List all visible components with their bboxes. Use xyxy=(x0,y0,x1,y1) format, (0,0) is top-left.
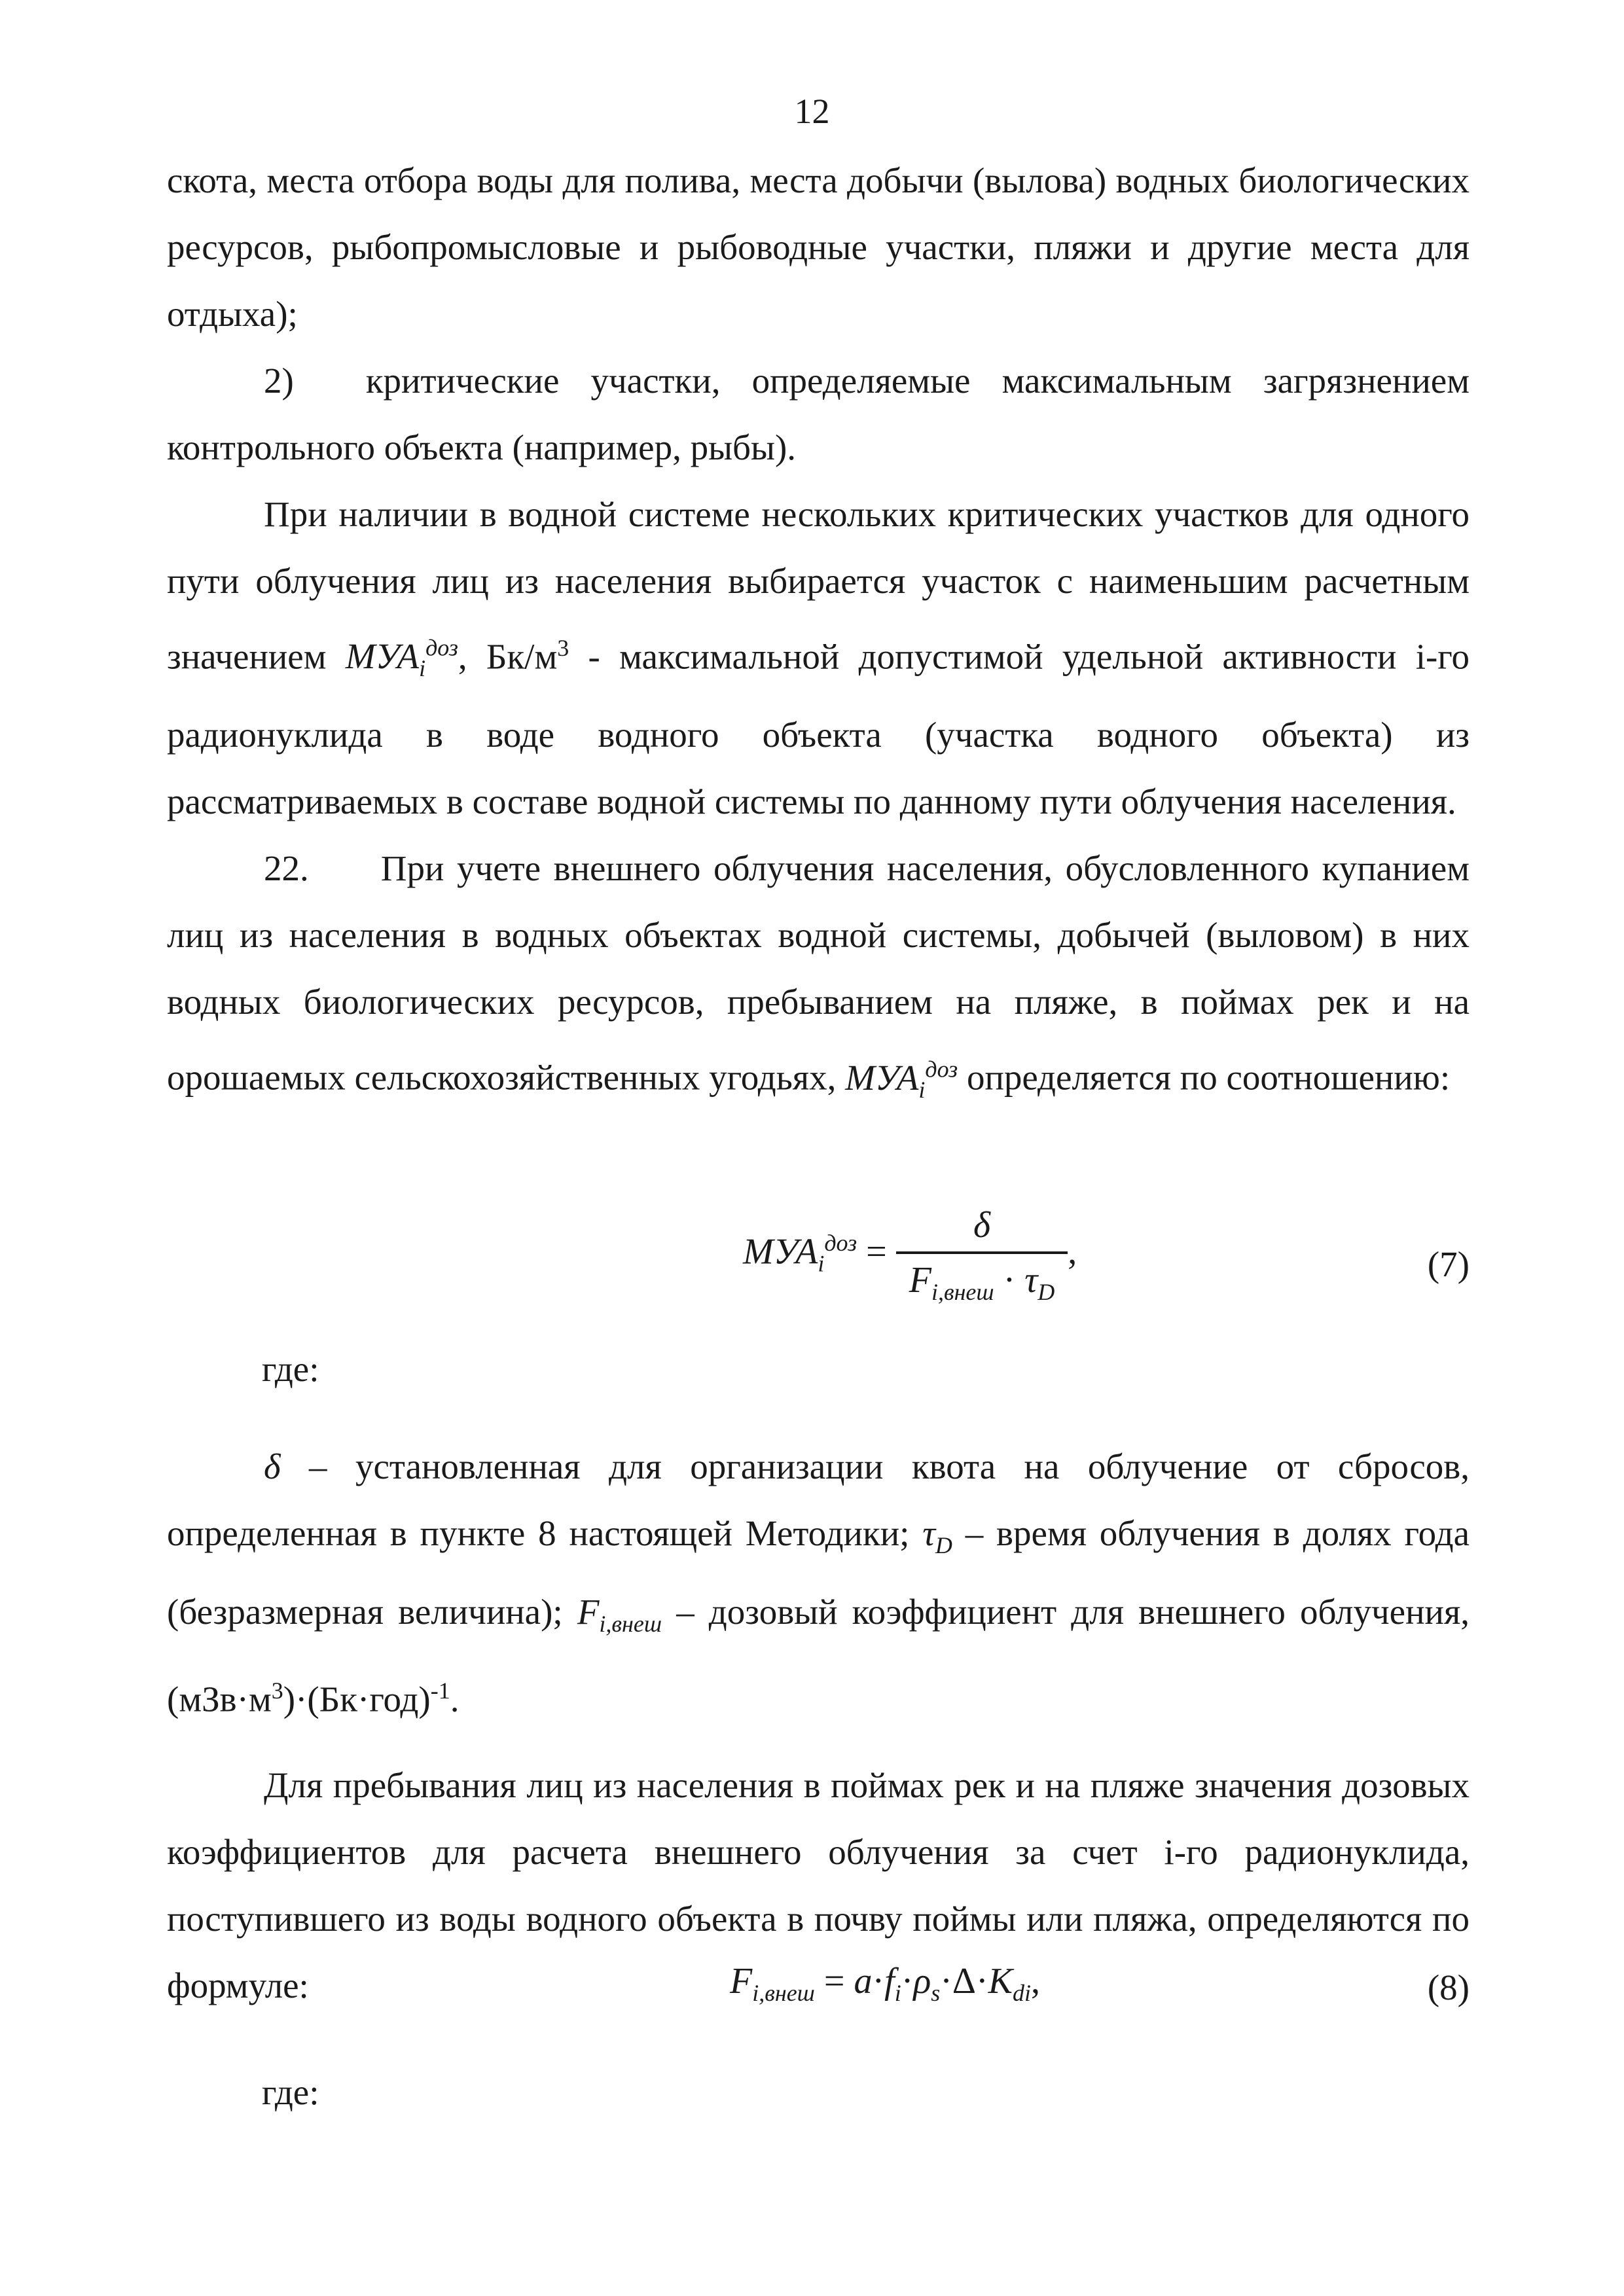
paragraph-critical-sections: При наличии в водной системе нескольких критических участков для одного пути облучения лиц из населения выбирается участок с наименьшим расчетным значением $МУА_i^{доз}$, $Бк/м^3$ - максимальной допустимой удельной активности i-го радионуклида в воде водного объекта (участка водного объекта) из рассматриваемых в составе водной системы по данному пути облучения населения. xyxy=(167,494,1470,822)
page-number: 12 xyxy=(794,92,830,131)
formula-8-expression: $F_{i,внеш} = a\cdot f_i\cdot\rho_s\cdot\Delta\cdot K_{di}$, xyxy=(730,1961,1040,2007)
text-block-top xyxy=(167,147,1470,1123)
paragraph-item-2: 2) критические участки, определяемые максимальным загрязнением контрольного объекта (например, рыбы). xyxy=(167,361,1470,467)
symbol-mua: $МУА_i^{доз}$ xyxy=(345,635,458,682)
formula-7 xyxy=(167,1204,1470,1335)
formula-7-fraction: $\frac{\delta}{F_{i,внеш} \cdot \tau_D}$ xyxy=(896,1204,1068,1306)
paragraph-floodplain: Для пребывания лиц из населения в поймах рек и на пляже значения дозовых коэффициентов для расчета внешнего облучения за счет i-го радионуклида, поступившего из воды водного объекта в почву поймы или пляжа, определяются по формуле: xyxy=(167,1765,1470,2006)
symbol-tau: $\tau_D$ xyxy=(922,1513,952,1558)
paragraph-continuation: скота, места отбора воды для полива, места добычи (вылова) водных биологических ресурсов, рыбопромысловые и рыбоводные участки, пляжи и другие места для отдыха); xyxy=(167,160,1470,334)
symbol-f-ext: $F_{i,внеш}$ xyxy=(577,1592,662,1637)
where-label-1: где: xyxy=(262,1349,319,1389)
formula-7-expression: $МУА_i^{доз}$ = $\frac{\delta}{F_{i,внеш} \cdot \tau_D}$ , xyxy=(743,1205,1077,1306)
paragraph-definitions: δ – установленная для организации квота на облучение от сбросов, определенная в пункте 8 настоящей Методики; $\tau_D$ – время облучения в долях года (безразмерная величина); $F_{i,внеш}$ – дозовый коэффициент для внешнего облучения, $(мЗв\cdot м^3)\cdot(Бк\cdot год)^{-1}$. xyxy=(167,1446,1470,1719)
text-block-bottom xyxy=(167,1433,1470,2019)
where-label-2: где: xyxy=(262,2072,319,2112)
symbol-mua: $МУА_i^{доз}$ xyxy=(845,1056,958,1103)
equation-number-7: (7) xyxy=(1427,1244,1470,1284)
equation-number-8: (8) xyxy=(1427,1967,1470,2007)
formula-8 xyxy=(167,1960,1470,2091)
paragraph-22: 22. При учете внешнего облучения населения, обусловленного купанием лиц из населения в водных объектах водной системы, добычей (выловом) в них водных биологических ресурсов, пребыванием на пляже, в поймах рек и на орошаемых сельскохозяйственных угодьях, $МУА_i^{доз}$ определяется по соотношению: xyxy=(167,848,1470,1103)
